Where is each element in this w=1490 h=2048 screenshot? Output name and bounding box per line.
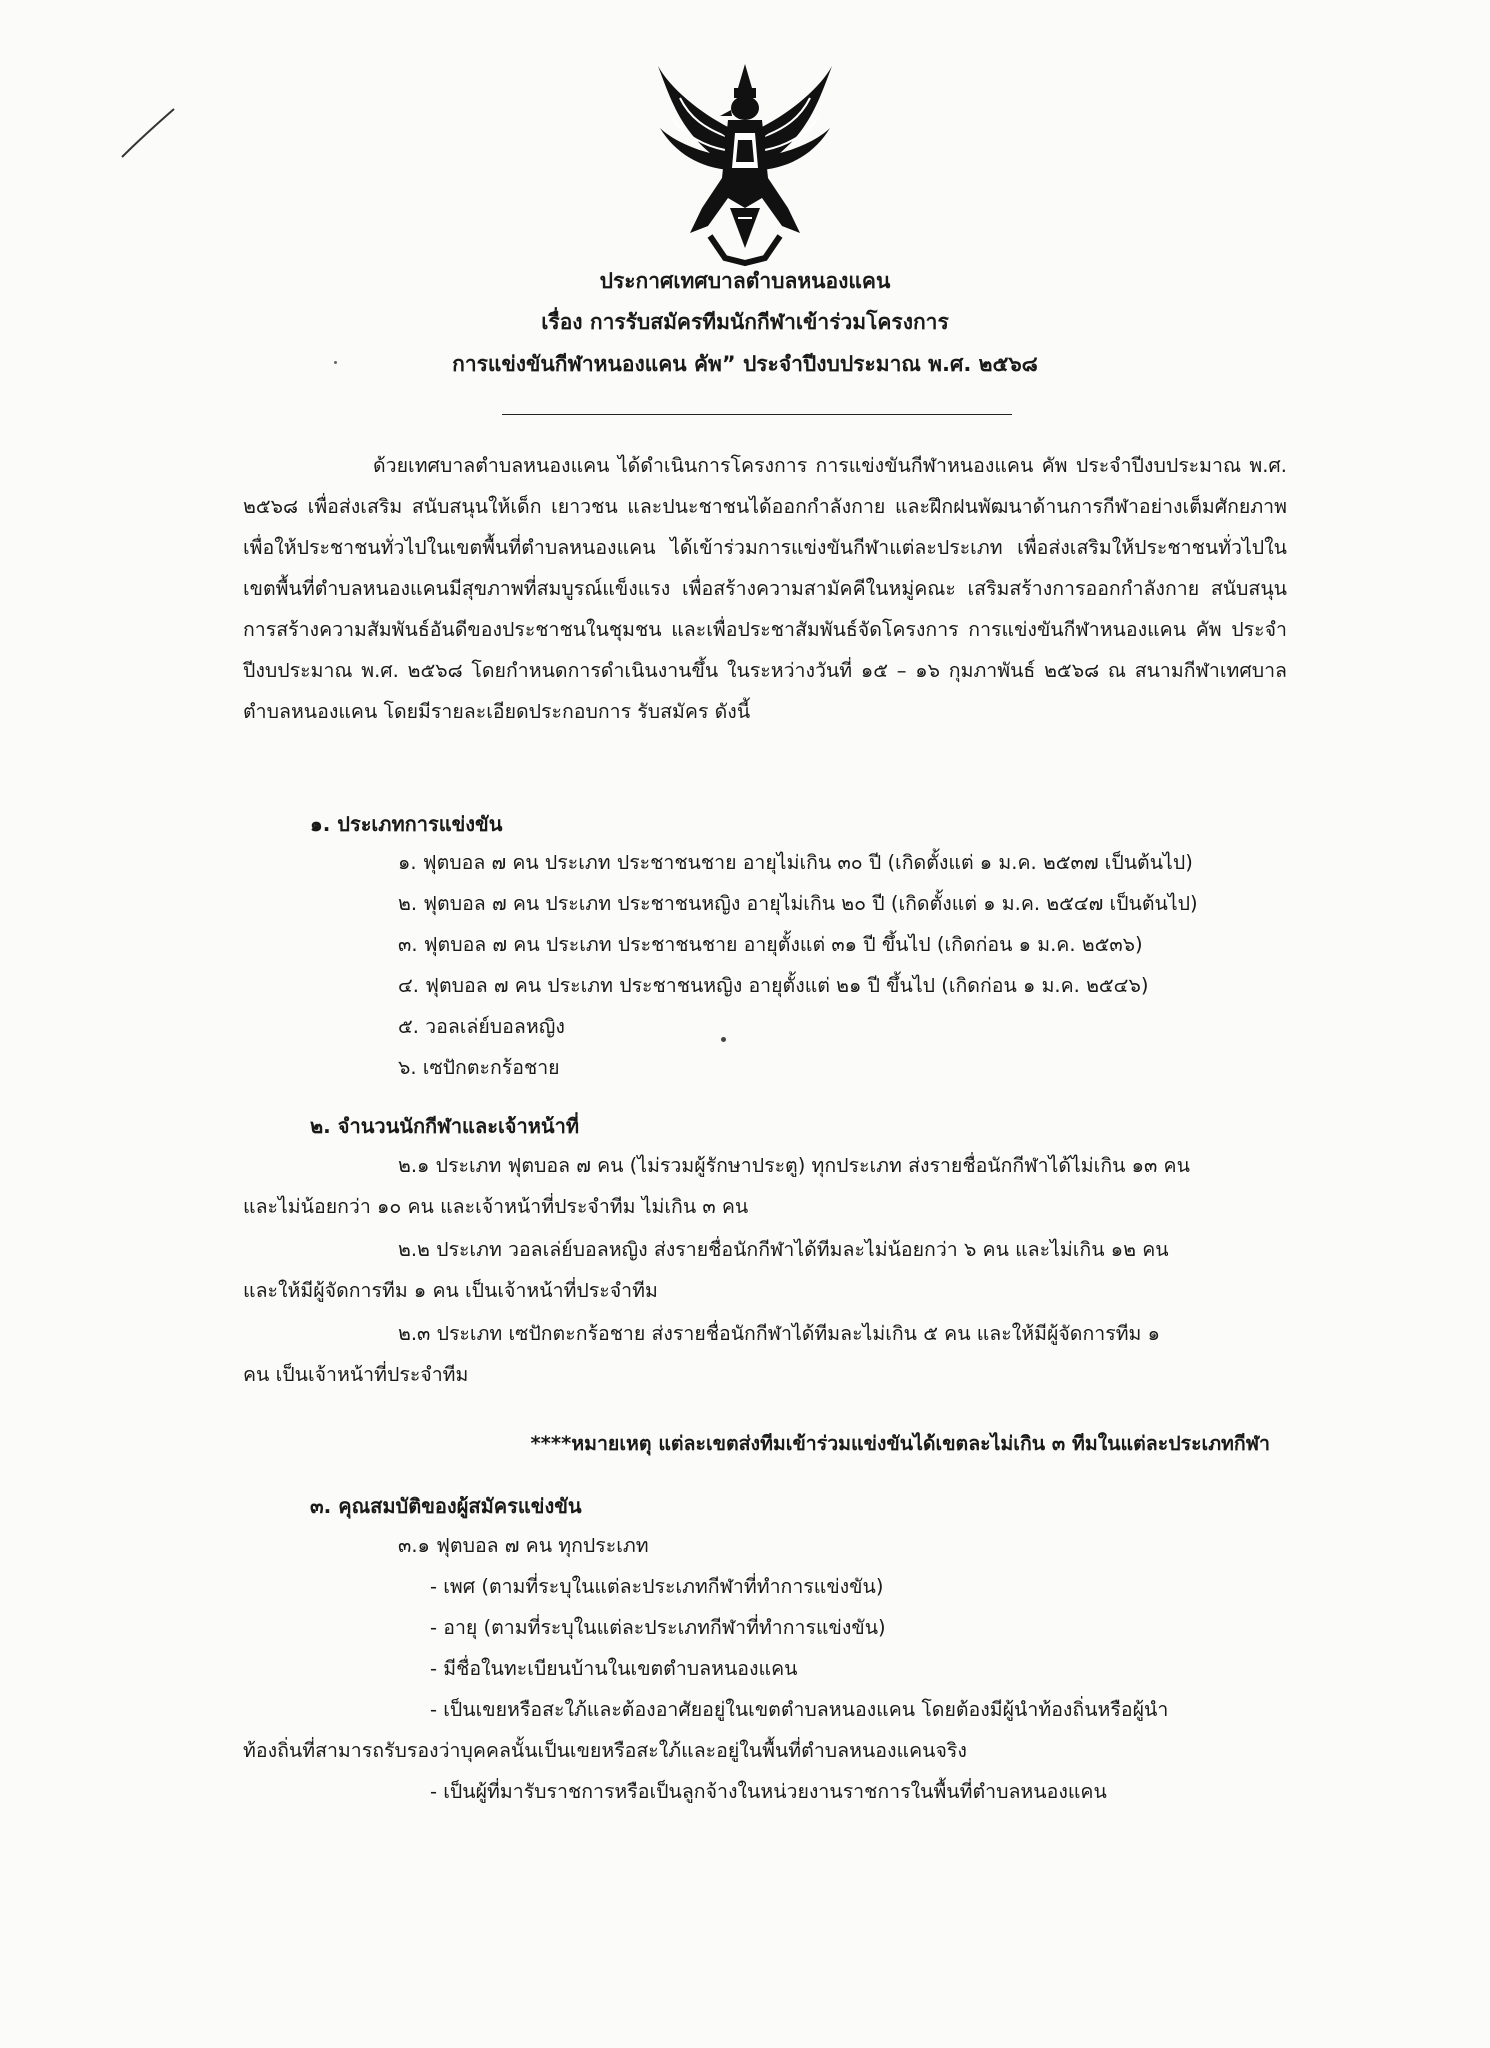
section-2-para-3b: คน เป็นเจ้าหน้าที่ประจำทีม — [243, 1363, 469, 1386]
section-1-item: ๕. วอลเล่ย์บอลหญิง — [398, 1015, 565, 1038]
section-2-para-1a: ๒.๑ ประเภท ฟุตบอล ๗ คน (ไม่รวมผู้รักษาประตู) ทุกประเภท ส่งรายชื่อนักกีฬาได้ไม่เกิน ๑๓ คน — [398, 1154, 1190, 1177]
section-1-item: ๑. ฟุตบอล ๗ คน ประเภท ประชาชนชาย อายุไม่เกิน ๓๐ ปี (เกิดตั้งแต่ ๑ ม.ค. ๒๕๓๗ เป็นต้นไป) — [398, 851, 1193, 874]
garuda-emblem-icon — [650, 58, 840, 268]
section-2-title: ๒. จำนวนนักกีฬาและเจ้าหน้าที่ — [310, 1114, 580, 1138]
section-3-item-last: - เป็นผู้ที่มารับราชการหรือเป็นลูกจ้างในหน่วยงานราชการในพื้นที่ตำบลหนองแคน — [430, 1780, 1107, 1803]
section-1-item: ๓. ฟุตบอล ๗ คน ประเภท ประชาชนชาย อายุตั้งแต่ ๓๑ ปี ขึ้นไป (เกิดก่อน ๑ ม.ค. ๒๕๓๖) — [398, 933, 1143, 956]
pen-mark — [118, 105, 178, 165]
section-1-item: ๔. ฟุตบอล ๗ คน ประเภท ประชาชนหญิง อายุตั้งแต่ ๒๑ ปี ขึ้นไป (เกิดก่อน ๑ ม.ค. ๒๕๔๖) — [398, 974, 1149, 997]
section-1-item: ๖. เซปักตะกร้อชาย — [398, 1056, 560, 1079]
section-1-title: ๑. ประเภทการแข่งขัน — [310, 812, 503, 836]
section-2-para-2b: และให้มีผู้จัดการทีม ๑ คน เป็นเจ้าหน้าที่ประจำทีม — [243, 1279, 658, 1302]
section-2-note: ****หมายเหตุ แต่ละเขตส่งทีมเข้าร่วมแข่งขันได้เขตละไม่เกิน ๓ ทีมในแต่ละประเภทกีฬา — [530, 1432, 1270, 1455]
header-subject: เรื่อง การรับสมัครทีมนักกีฬาเข้าร่วมโครงการ — [541, 310, 949, 334]
section-3-title: ๓. คุณสมบัติของผู้สมัครแข่งขัน — [310, 1494, 582, 1518]
section-2-para-3a: ๒.๓ ประเภท เซปักตะกร้อชาย ส่งรายชื่อนักกีฬาได้ทีมละไม่เกิน ๕ คน และให้มีผู้จัดการทีม ๑ — [398, 1322, 1160, 1345]
section-2-para-1b: และไม่น้อยกว่า ๑๐ คน และเจ้าหน้าที่ประจำทีม ไม่เกิน ๓ คน — [243, 1195, 749, 1218]
section-3-item: - เพศ (ตามที่ระบุในแต่ละประเภทกีฬาที่ทำการแข่งขัน) — [430, 1575, 884, 1598]
section-1-item: ๒. ฟุตบอล ๗ คน ประเภท ประชาชนหญิง อายุไม่เกิน ๒๐ ปี (เกิดตั้งแต่ ๑ ม.ค. ๒๕๔๗ เป็นต้นไป) — [398, 892, 1198, 915]
section-3-subtitle: ๓.๑ ฟุตบอล ๗ คน ทุกประเภท — [398, 1534, 649, 1557]
section-3-item: - อายุ (ตามที่ระบุในแต่ละประเภทกีฬาที่ทำการแข่งขัน) — [430, 1616, 886, 1639]
section-3-continuation: ท้องถิ่นที่สามารถรับรองว่าบุคคลนั้นเป็นเขยหรือสะใภ้และอยู่ในพื้นที่ตำบลหนองแคนจริง — [243, 1739, 967, 1762]
section-3-item: - มีชื่อในทะเบียนบ้านในเขตตำบลหนองแคน — [430, 1657, 798, 1680]
stray-dot — [721, 1037, 726, 1042]
section-2-para-2a: ๒.๒ ประเภท วอลเล่ย์บอลหญิง ส่งรายชื่อนักกีฬาได้ทีมละไม่น้อยกว่า ๖ คน และไม่เกิน ๑๒ คน — [398, 1238, 1169, 1261]
stray-dot — [334, 361, 337, 364]
intro-paragraph: ด้วยเทศบาลตำบลหนองแคน ได้ดำเนินการโครงการ การแข่งขันกีฬาหนองแคน คัพ ประจำปีงบประมาณ พ.ศ. ๒๕๖๘ เพื่อส่งเสริม สนับสนุนให้เด็ก เยาวชน และปนะชาชนได้ออกกำลังกาย และฝึกฝนพัฒนาด้านการกีฬาอย่างเต็มศักยภาพ เพื่อให้ประชาชนทั่วไปในเขตพื้นที่ตำบลหนองแคน ได้เข้าร่วมการแข่งขันกีฬาแต่ละประเภท เพื่อส่งเสริมให้ประชาชนทั่วไปในเขตพื้นที่ตำบลหนองแคนมีสุขภาพที่สมบูรณ์แข็งแรง เพื่อสร้างความสามัคคีในหมู่คณะ เสริมสร้างการออกกำลังกาย สนับสนุนการสร้างความสัมพันธ์อันดีของประชาชนในชุมชน และเพื่อประชาสัมพันธ์จัดโครงการ การแข่งขันกีฬาหนองแคน คัพ ประจำปีงบประมาณ พ.ศ. ๒๕๖๘ โดยกำหนดการดำเนินงานขึ้น ในระหว่างวันที่ ๑๕ – ๑๖ กุมภาพันธ์ ๒๕๖๘ ณ สนามกีฬาเทศบาลตำบลหนองแคน โดยมีรายละเอียดประกอบการ รับสมัคร ดังนี้ — [243, 454, 1287, 723]
section-3-item: - เป็นเขยหรือสะใภ้และต้องอาศัยอยู่ในเขตตำบลหนองแคน โดยต้องมีผู้นำท้องถิ่นหรือผู้นำ — [430, 1698, 1169, 1721]
header-project: การแข่งขันกีฬาหนองแคน คัพ” ประจำปีงบประมาณ พ.ศ. ๒๕๖๘ — [452, 352, 1038, 376]
header-divider — [502, 414, 1012, 415]
header-line-1: ประกาศเทศบาลตำบลหนองแคน — [599, 269, 891, 293]
